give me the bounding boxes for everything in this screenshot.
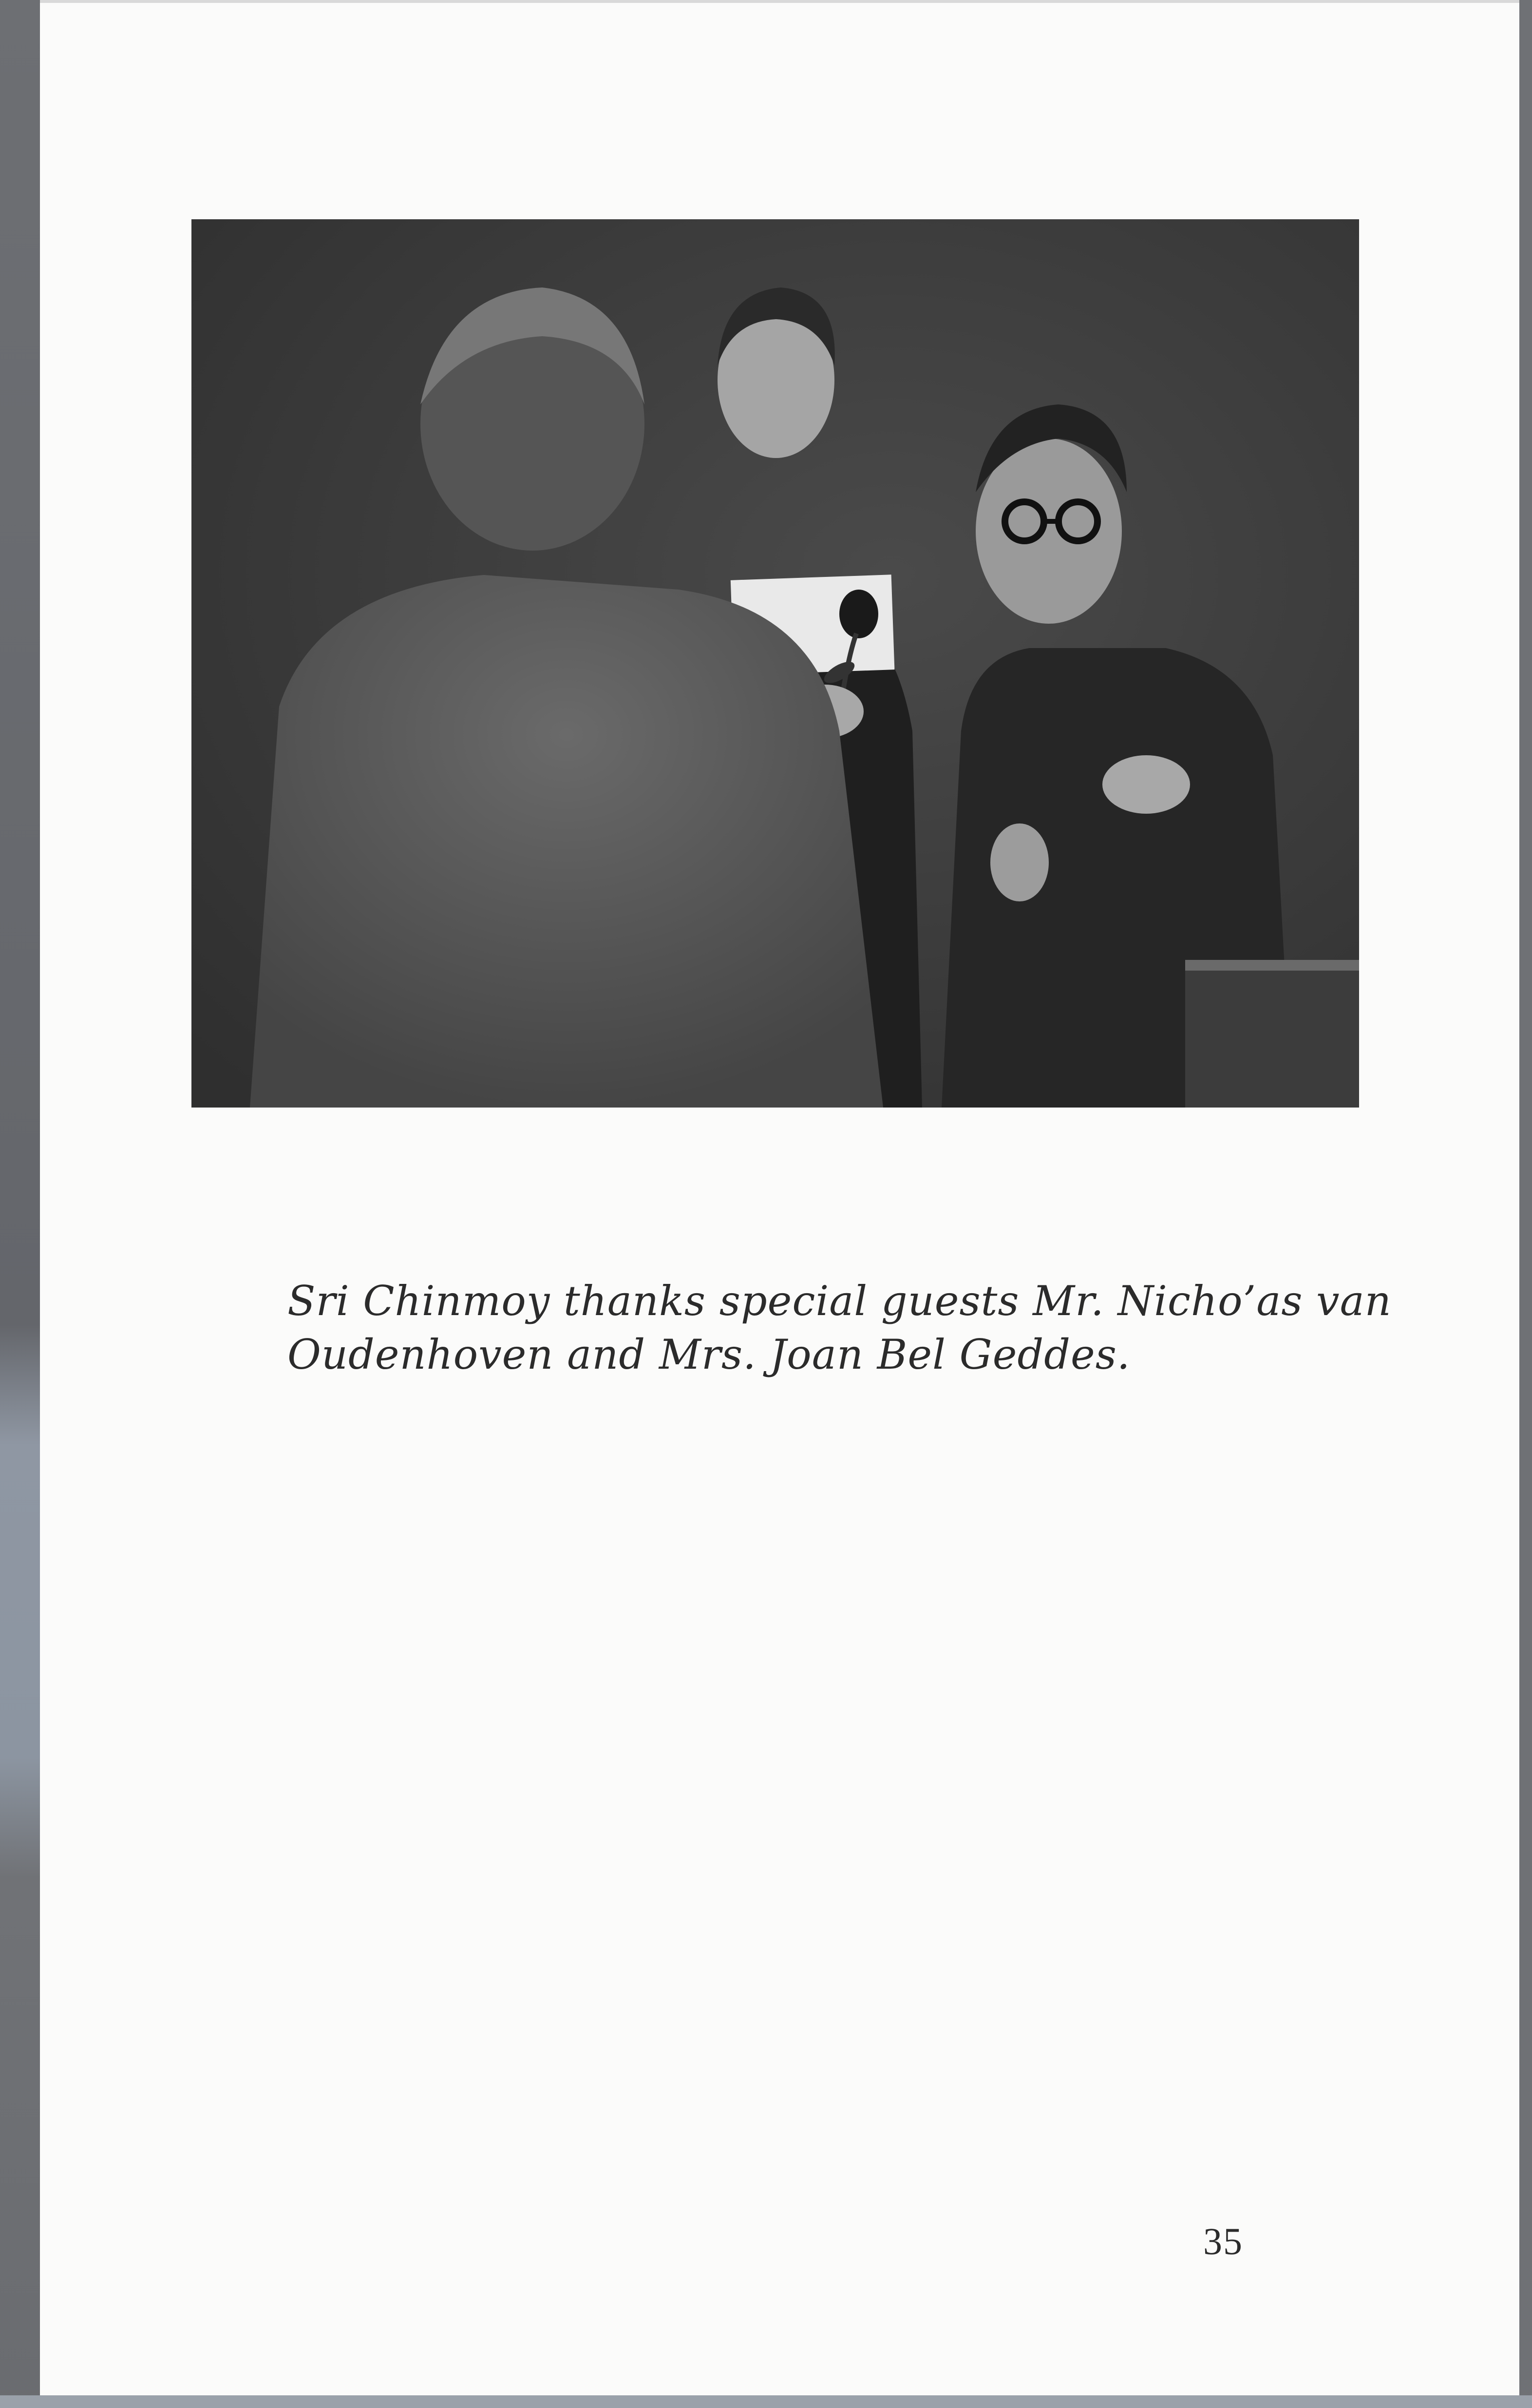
- photo-illustration: [191, 219, 1359, 1108]
- scan-edge-right: [1519, 0, 1532, 2408]
- scan-edge-top: [0, 0, 1532, 3]
- caption-line-1: Sri Chinmoy thanks special guests Mr. Nicho’as van: [287, 1277, 1392, 1325]
- photograph: [191, 219, 1359, 1108]
- table-edge: [1185, 960, 1359, 1108]
- scan-edge-bottom: [0, 2395, 1532, 2408]
- caption-line-2: Oudenhoven and Mrs. Joan Bel Geddes.: [287, 1331, 1131, 1378]
- table-top-highlight: [1185, 960, 1359, 971]
- page-number: 35: [1203, 2220, 1243, 2262]
- photo-caption: [287, 1274, 1392, 1381]
- scan-edge-left: [0, 0, 40, 2408]
